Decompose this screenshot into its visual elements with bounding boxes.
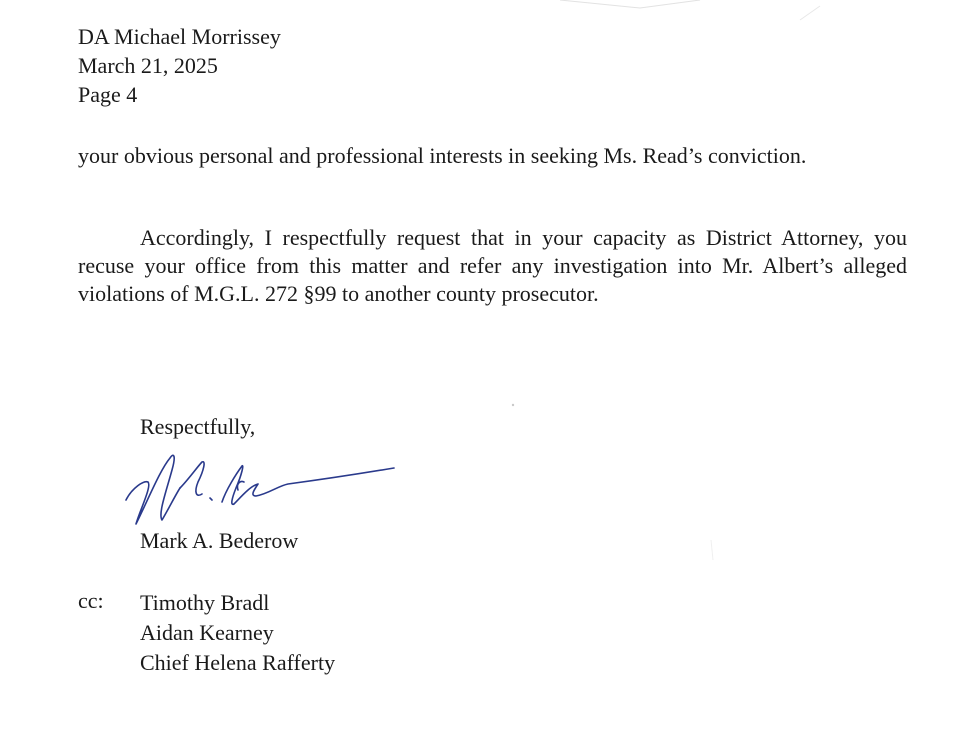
body-paragraph-1: your obvious personal and professional interests in seeking Ms. Read’s conviction. <box>78 143 807 168</box>
cc-recipient: Aidan Kearney <box>140 620 274 645</box>
recipient-line: DA Michael Morrissey <box>78 24 281 49</box>
body-paragraph-2: Accordingly, I respectfully request that in your capacity as District Attorney, you recuse your office from this matter and refer any investigation into Mr. Albert’s alleged violations of M.G.L. 272 §99 to another county prosecutor. <box>78 225 907 306</box>
cc-recipient: Chief Helena Rafferty <box>140 650 336 675</box>
cc-list <box>140 588 335 678</box>
cc-label: cc: <box>78 588 104 613</box>
handwritten-signature <box>118 440 403 540</box>
signer-name: Mark A. Bederow <box>140 528 299 553</box>
cc-recipient: Timothy Bradl <box>140 590 270 615</box>
date-line: March 21, 2025 <box>78 53 218 78</box>
page-number: Page 4 <box>78 82 138 107</box>
letter-header <box>78 22 281 109</box>
closing-salutation: Respectfully, <box>140 414 256 439</box>
